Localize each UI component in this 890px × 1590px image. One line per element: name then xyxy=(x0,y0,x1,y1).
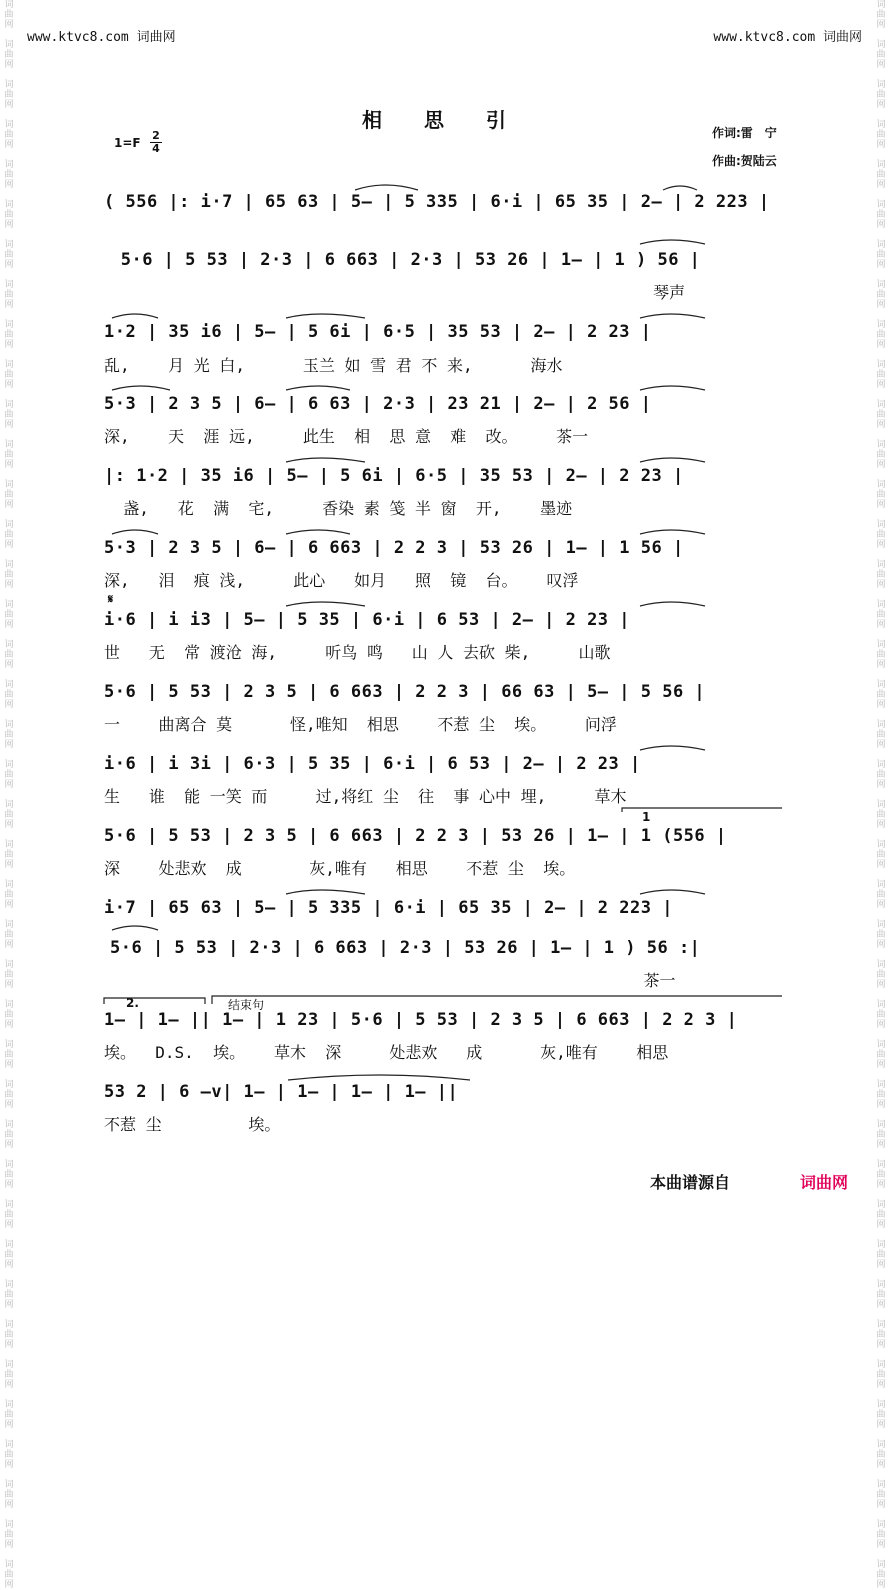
notation-row-13: 1— | 1— || 1— | 1 23 | 5·6 | 5 53 | 2 3 5 | 6 663 | 2 2 3 | xyxy=(104,1010,738,1030)
notation-row-1: ( 556 |: i·7 | 65 63 | 5— | 5 335 | 6·i | 65 35 | 2— | 2 223 | xyxy=(104,192,770,212)
notation-row-8: 5·6 | 5 53 | 2 3 5 | 6 663 | 2 2 3 | 66 63 | 5— | 5 56 | xyxy=(104,682,706,702)
lyric-row-6: 深, 泪 痕 浅, 此心 如月 照 镜 台。 叹浮 xyxy=(104,571,579,590)
meter-bottom: 4 xyxy=(150,142,162,155)
notation-row-5: |: 1·2 | 35 i6 | 5— | 5 6i | 6·5 | 35 53 | 2— | 2 23 | xyxy=(104,466,684,486)
header-site-right[interactable]: www.ktvc8.com 词曲网 xyxy=(713,30,862,45)
ending-2-mark: 2. xyxy=(126,996,139,1010)
meter-top: 2 xyxy=(152,129,160,142)
lyric-row-4: 深, 天 涯 远, 此生 相 思 意 难 改。 茶一 xyxy=(104,427,589,446)
side-watermark-left: 词 曲 网 词 曲 网 词 曲 网 词 曲 网 词 曲 网 词 曲 网 词 曲 网 词 曲 网 词 曲 网 词 曲 网 词 曲 网 词 曲 网 词 曲 网 词 曲 网 词 曲 网 词 曲 网 词 曲 网 词 曲 网 词 曲 网 词 曲 网 词 曲 网 词 曲 网 词 曲 网 词 曲 网 词 曲 网 词 曲 网 词 曲 网 词 曲 网 词 曲 网 词 曲 网 词 曲 网 词 曲 网 词 曲 网 词 曲 网 词 曲 网 词 曲 网 词 曲 网 词 曲 网 词 曲 网 词 曲 网 xyxy=(4,0,14,1590)
header-site-left[interactable]: www.ktvc8.com 词曲网 xyxy=(27,30,176,45)
key-signature: 1=F xyxy=(114,136,141,150)
lyric-row-3: 乱, 月 光 白, 玉兰 如 雪 君 不 来, 海水 xyxy=(104,356,563,375)
lyric-row-8: 一 曲离合 莫 怪,唯知 相思 不惹 尘 埃。 问浮 xyxy=(104,715,617,734)
notation-row-12: 5·6 | 5 53 | 2·3 | 6 663 | 2·3 | 53 26 | 1— | 1 ) 56 :| xyxy=(110,938,701,958)
lyric-row-13: 埃。 D.S. 埃。 草木 深 处悲欢 成 灰,唯有 相思 xyxy=(104,1043,669,1062)
ending-1-mark: 1 xyxy=(642,810,651,824)
lyricist-credit: 作词:雷 宁 xyxy=(712,126,777,140)
side-watermark-right: 词 曲 网 词 曲 网 词 曲 网 词 曲 网 词 曲 网 词 曲 网 词 曲 网 词 曲 网 词 曲 网 词 曲 网 词 曲 网 词 曲 网 词 曲 网 词 曲 网 词 曲 网 词 曲 网 词 曲 网 词 曲 网 词 曲 网 词 曲 网 词 曲 网 词 曲 网 词 曲 网 词 曲 网 词 曲 网 词 曲 网 词 曲 网 词 曲 网 词 曲 网 词 曲 网 词 曲 网 词 曲 网 词 曲 网 词 曲 网 词 曲 网 词 曲 网 词 曲 网 词 曲 网 词 曲 网 词 曲 网 xyxy=(876,0,886,1590)
notation-row-2: 5·6 | 5 53 | 2·3 | 6 663 | 2·3 | 53 26 | 1— | 1 ) 56 | xyxy=(110,250,701,270)
notation-row-6: 5·3 | 2 3 5 | 6— | 6 663 | 2 2 3 | 53 26 | 1— | 1 56 | xyxy=(104,538,684,558)
lyric-row-5: 盏, 花 满 宅, 香染 素 笺 半 窗 开, 墨迹 xyxy=(104,499,573,518)
notation-row-10: 5·6 | 5 53 | 2 3 5 | 6 663 | 2 2 3 | 53 26 | 1— | 1 (556 | xyxy=(104,826,727,846)
lyric-row-2: 琴声 xyxy=(104,283,686,302)
source-site-link[interactable]: 词曲网 xyxy=(800,1173,849,1192)
composer-credit: 作曲:贺陆云 xyxy=(712,154,777,168)
coda-label: 结束句 xyxy=(228,998,265,1012)
lyric-row-7: 世 无 常 渡沧 海, 听鸟 鸣 山 人 去砍 柴, 山歌 xyxy=(104,643,611,662)
notation-row-4: 5·3 | 2 3 5 | 6— | 6 63 | 2·3 | 23 21 | 2— | 2 56 | xyxy=(104,394,652,414)
notation-row-9: i·6 | i 3i | 6·3 | 5 35 | 6·i | 6 53 | 2— | 2 23 | xyxy=(104,754,641,774)
lyric-row-10: 深 处悲欢 成 灰,唯有 相思 不惹 尘 埃。 xyxy=(104,859,576,878)
lyric-row-14: 不惹 尘 埃。 xyxy=(104,1115,281,1134)
source-label: 本曲谱源自 xyxy=(650,1173,731,1192)
notation-row-7: i·6 | i i3 | 5— | 5 35 | 6·i | 6 53 | 2— | 2 23 | xyxy=(104,610,631,630)
segno-mark: 𝄋 xyxy=(108,592,114,606)
notation-row-14: 53 2 | 6 —v| 1— | 1— | 1— | 1— || xyxy=(104,1082,459,1102)
lyric-row-12: 茶一 xyxy=(104,971,676,990)
lyric-row-9: 生 谁 能 一笑 而 过,将红 尘 往 事 心中 埋, 草木 xyxy=(104,787,627,806)
song-title: 相思引 xyxy=(362,108,548,132)
notation-row-3: 1·2 | 35 i6 | 5— | 5 6i | 6·5 | 35 53 | 2— | 2 23 | xyxy=(104,322,652,342)
notation-row-11: i·7 | 65 63 | 5— | 5 335 | 6·i | 65 35 | 2— | 2 223 | xyxy=(104,898,673,918)
